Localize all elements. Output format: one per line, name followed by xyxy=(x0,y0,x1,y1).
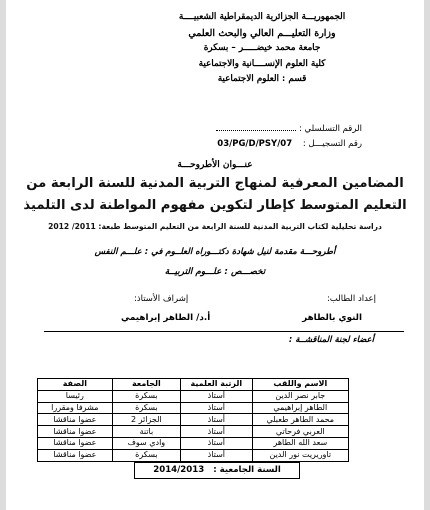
member-name: سعد الله الطاهر xyxy=(252,437,348,449)
member-rank: أستاذ xyxy=(181,414,253,426)
prepared-by-label: إعداد الطالب: xyxy=(326,294,376,304)
department-line: قسم : العلوم الاجتماعية xyxy=(217,74,307,84)
table-row xyxy=(38,426,349,438)
table-row xyxy=(38,414,349,426)
student-name: النوي بالطاهر xyxy=(302,313,362,323)
specialty-line: تخصـــص : علـــوم التربيــة xyxy=(164,267,266,277)
column-header-university: الجامعة xyxy=(112,379,180,391)
thesis-title-line-2: التعليم المتوسط كإطار لتكوين مفهوم المواطنة لدى التلميذ xyxy=(23,198,407,213)
member-role: مشرفا ومقررا xyxy=(38,402,113,414)
registration-row xyxy=(217,139,362,149)
committee-label: أعضاء لجنة المناقشــة : xyxy=(288,335,374,345)
table-row xyxy=(38,449,349,461)
academic-year-label: السنة الجامعية : xyxy=(213,465,281,475)
member-university: باتنة xyxy=(112,426,180,438)
table-row xyxy=(38,390,349,402)
column-header-role: الصفة xyxy=(38,379,113,391)
member-rank: أستاذ xyxy=(181,449,253,461)
column-header-name: الاسم واللقب xyxy=(252,379,348,391)
member-name: الطاهر إبراهيمي xyxy=(252,402,348,414)
supervisor-label: إشراف الأستاذ: xyxy=(134,294,189,304)
degree-line: أطروحـــة مقدمة لنيل شهادة دكتـــوراه العلــوم في : علـــم النفس xyxy=(94,247,336,257)
member-university: بسكرة xyxy=(112,449,180,461)
faculty-line: كلية العلوم الإنســــانية والاجتماعية xyxy=(198,58,326,69)
member-role: رئيسا xyxy=(38,390,113,402)
supervisor-name: أ.د/ الطاهر إبراهيمي xyxy=(121,313,211,323)
committee-header-row xyxy=(38,379,349,391)
member-role: عضوا مناقشا xyxy=(38,449,113,461)
member-rank: أستاذ xyxy=(181,426,253,438)
member-name: تاوريريت نور الدين xyxy=(252,449,348,461)
thesis-subtitle: دراسة تحليلية لكتاب التربية المدنية للسنة الرابعة من التعليم المتوسط طبعة: 2011/ 2012 xyxy=(48,222,382,231)
member-role: عضوا مناقشا xyxy=(38,414,113,426)
member-university: بسكرة xyxy=(112,402,180,414)
member-rank: أستاذ xyxy=(181,390,253,402)
university-line: جامعة محمد خيضـــــر – بسكرة xyxy=(203,43,321,53)
thesis-title-line-1: المضامين المعرفية لمنهاج التربية المدنية للسنة الرابعة من xyxy=(26,176,404,191)
member-university: وادي سوف xyxy=(112,437,180,449)
ministry-line: وزارة التعليـــم العالي والبحث العلمي xyxy=(188,27,336,39)
member-name: العربي فرحاتي xyxy=(252,426,348,438)
member-role: عضوا مناقشا xyxy=(38,437,113,449)
serial-label: الرقم التسلسلي : xyxy=(298,124,362,134)
table-row xyxy=(38,437,349,449)
committee-table xyxy=(37,378,349,462)
institution-header xyxy=(162,10,362,88)
academic-year-value: 2014/2013 xyxy=(153,465,205,475)
table-row xyxy=(38,402,349,414)
republic-line: الجمهوريـــة الجزائرية الديمقراطية الشعبيــــة xyxy=(178,12,346,22)
registration-label: رقم التسجيـــل : xyxy=(302,139,362,149)
document-page xyxy=(6,0,424,510)
academic-year-box xyxy=(134,462,300,479)
member-name: جابر نصر الدين xyxy=(252,390,348,402)
member-role: عضوا مناقشا xyxy=(38,426,113,438)
member-university: الجزائر 2 xyxy=(112,414,180,426)
member-rank: أستاذ xyxy=(181,402,253,414)
member-rank: أستاذ xyxy=(181,437,253,449)
member-university: بسكرة xyxy=(112,390,180,402)
signature-rule xyxy=(44,331,404,332)
member-name: محمد الطاهر طعبلي xyxy=(252,414,348,426)
registration-value: 03/PG/D/PSY/07 xyxy=(217,139,293,149)
serial-number-row xyxy=(216,124,362,134)
thesis-heading: عنـــوان الأطروحـــة xyxy=(177,160,253,170)
column-header-rank: الرتبة العلمية xyxy=(181,379,253,391)
